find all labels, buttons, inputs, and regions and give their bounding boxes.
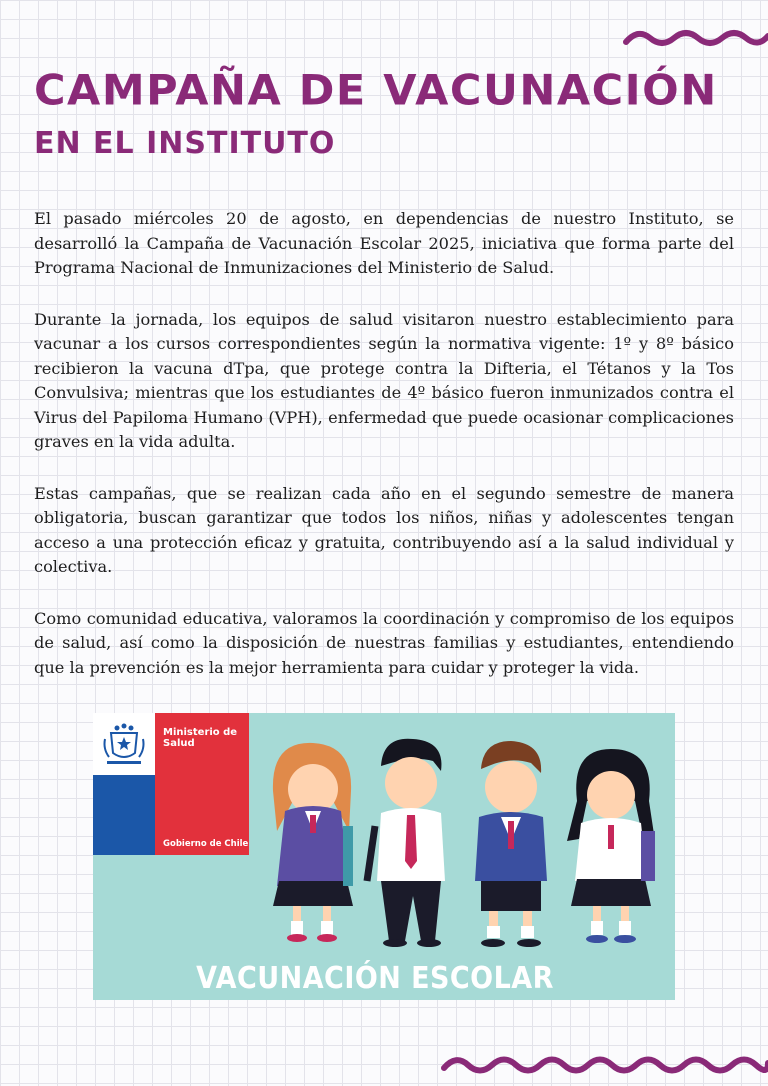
- paragraph-1: El pasado miércoles 20 de agosto, en dependencias de nuestro Instituto, se desarrolló la Campaña de Vacunación Escolar 2025, iniciativa que forma parte del Programa Nacional de Inmunizaciones del Ministerio de Salud.: [34, 209, 734, 277]
- decorative-squiggle-bottom: [440, 1050, 768, 1080]
- coat-of-arms-icon: [99, 719, 149, 769]
- paragraph-3: Estas campañas, que se realizan cada año en el segundo semestre de manera obligatoria, buscan garantizar que todos los niños, niñas y adolescentes tengan acceso a una protección eficaz y gratuita, contribuyendo así a la salud individual y colectiva.: [34, 483, 734, 576]
- student-girl-1: [273, 743, 353, 942]
- government-label: Gobierno de Chile: [163, 839, 249, 849]
- students-illustration: [263, 731, 673, 956]
- banner-caption: VACUNACIÓN ESCOLAR: [196, 961, 554, 996]
- page-title: [34, 66, 718, 164]
- student-boy-1: [367, 739, 445, 947]
- vaccination-banner: [93, 713, 675, 1000]
- ministry-line-2: Salud: [163, 738, 195, 749]
- title-line-2: EN EL INSTITUTO: [34, 126, 336, 161]
- paragraph-2: Durante la jornada, los equipos de salud visitaron nuestro establecimiento para vacunar a los cursos correspondientes según la normativa vigente: 1º y 8º básico recibieron la vacuna dTpa, que protege contra la Difteria, el Tétanos y la Tos Convulsiva; mientras que los estudiantes de 4º básico fueron inmunizados contra el Virus del Papiloma Humano (VPH), enfermedad que puede ocasionar complicaciones graves en la vida adulta.: [34, 309, 734, 451]
- ministry-line-1: Ministerio de: [163, 727, 238, 738]
- article-body: [34, 207, 734, 707]
- title-line-1: CAMPAÑA DE VACUNACIÓN: [34, 66, 718, 116]
- paragraph-4: Como comunidad educativa, valoramos la coordinación y compromiso de los equipos de salud, así como la disposición de nuestras familias y estudiantes, entendiendo que la prevención es la mejor herramienta para cuidar y proteger la vida.: [34, 608, 734, 677]
- student-girl-2: [567, 749, 655, 943]
- ministry-label: [163, 727, 237, 749]
- student-boy-2: [475, 741, 547, 947]
- decorative-squiggle-top: [622, 24, 768, 52]
